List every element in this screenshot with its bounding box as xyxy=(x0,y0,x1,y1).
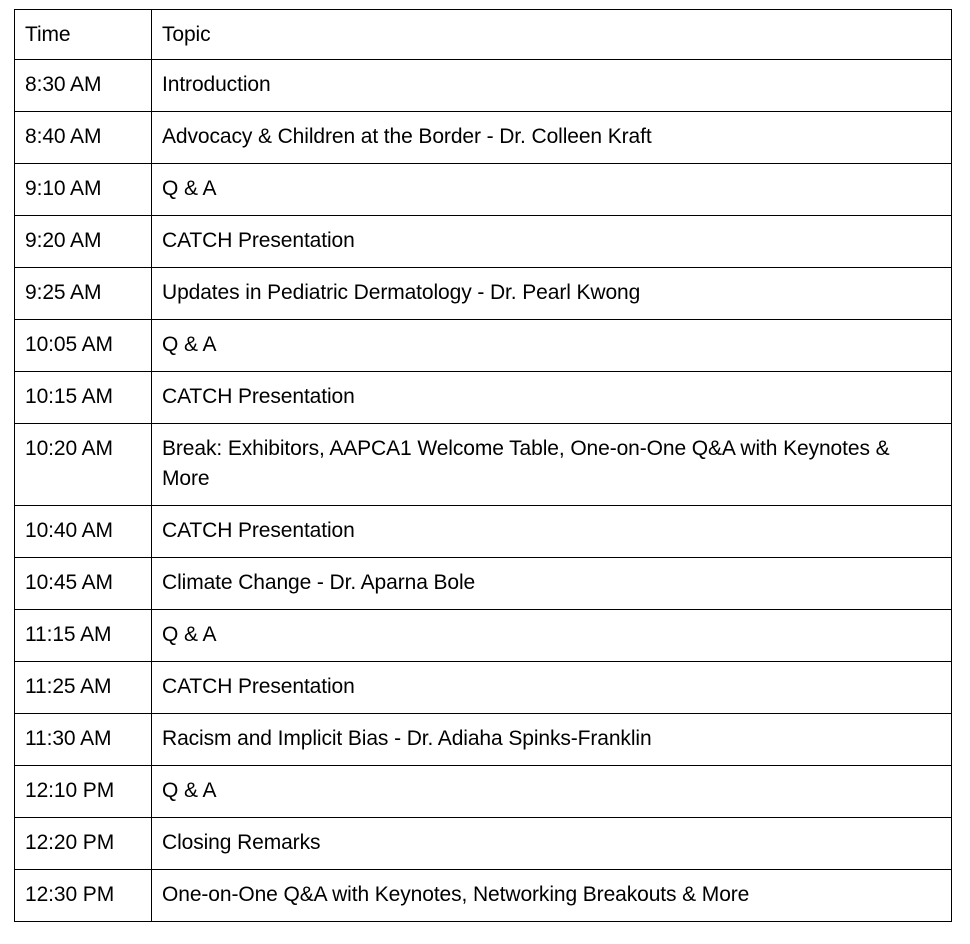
topic-cell: Q & A xyxy=(152,610,952,662)
table-row xyxy=(15,662,952,714)
time-cell: 10:20 AM xyxy=(15,424,152,506)
time-cell: 9:20 AM xyxy=(15,216,152,268)
time-cell: 8:40 AM xyxy=(15,112,152,164)
time-cell: 12:10 PM xyxy=(15,766,152,818)
time-cell: 9:10 AM xyxy=(15,164,152,216)
time-cell: 10:45 AM xyxy=(15,558,152,610)
table-row xyxy=(15,766,952,818)
time-cell: 11:25 AM xyxy=(15,662,152,714)
schedule-body xyxy=(15,10,952,922)
topic-cell: One-on-One Q&A with Keynotes, Networking Breakouts & More xyxy=(152,870,952,922)
schedule-table xyxy=(14,9,952,922)
table-row xyxy=(15,424,952,506)
table-row xyxy=(15,320,952,372)
table-row xyxy=(15,610,952,662)
table-row xyxy=(15,870,952,922)
topic-cell: Racism and Implicit Bias - Dr. Adiaha Spinks-Franklin xyxy=(152,714,952,766)
time-cell: 11:15 AM xyxy=(15,610,152,662)
topic-cell: Closing Remarks xyxy=(152,818,952,870)
table-row xyxy=(15,112,952,164)
table-row xyxy=(15,714,952,766)
time-cell: 10:15 AM xyxy=(15,372,152,424)
topic-cell: Introduction xyxy=(152,60,952,112)
table-row xyxy=(15,164,952,216)
topic-cell: Q & A xyxy=(152,766,952,818)
time-cell: 12:30 PM xyxy=(15,870,152,922)
time-cell: 8:30 AM xyxy=(15,60,152,112)
header-row xyxy=(15,10,952,60)
topic-cell: CATCH Presentation xyxy=(152,372,952,424)
time-cell: 9:25 AM xyxy=(15,268,152,320)
table-row xyxy=(15,60,952,112)
time-cell: 12:20 PM xyxy=(15,818,152,870)
topic-cell: CATCH Presentation xyxy=(152,216,952,268)
topic-cell: Q & A xyxy=(152,164,952,216)
table-row xyxy=(15,372,952,424)
table-row xyxy=(15,216,952,268)
table-row xyxy=(15,268,952,320)
topic-cell: Q & A xyxy=(152,320,952,372)
topic-cell: CATCH Presentation xyxy=(152,662,952,714)
time-cell: 10:05 AM xyxy=(15,320,152,372)
table-row xyxy=(15,506,952,558)
topic-cell: Climate Change - Dr. Aparna Bole xyxy=(152,558,952,610)
topic-cell: Break: Exhibitors, AAPCA1 Welcome Table, One-on-One Q&A with Keynotes & More xyxy=(152,424,952,506)
topic-cell: CATCH Presentation xyxy=(152,506,952,558)
topic-cell: Advocacy & Children at the Border - Dr. Colleen Kraft xyxy=(152,112,952,164)
time-header: Time xyxy=(15,10,152,60)
topic-header: Topic xyxy=(152,10,952,60)
time-cell: 11:30 AM xyxy=(15,714,152,766)
table-row xyxy=(15,818,952,870)
table-row xyxy=(15,558,952,610)
time-cell: 10:40 AM xyxy=(15,506,152,558)
topic-cell: Updates in Pediatric Dermatology - Dr. Pearl Kwong xyxy=(152,268,952,320)
